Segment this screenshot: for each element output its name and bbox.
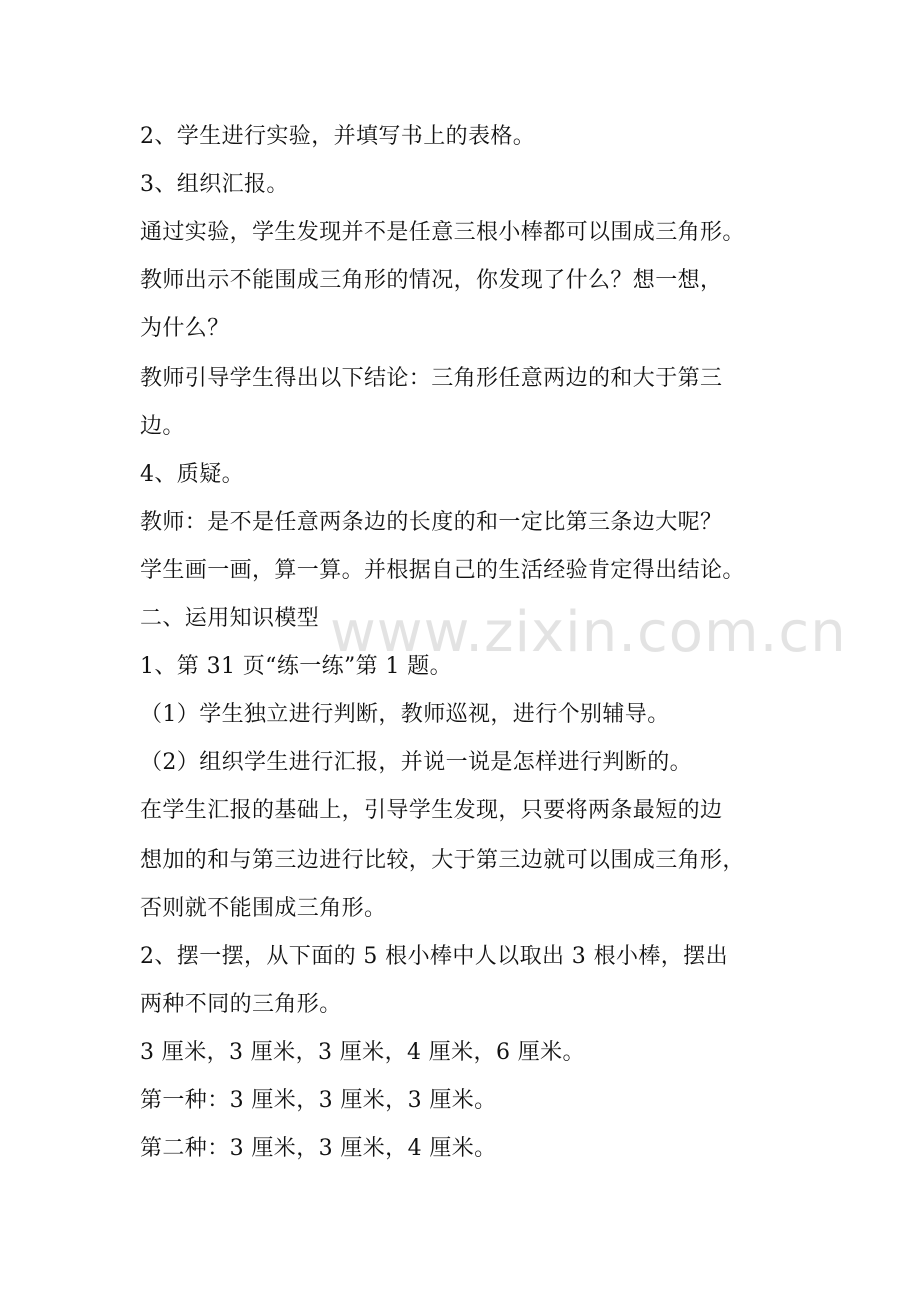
text-line: 教师引导学生得出以下结论：三角形任意两边的和大于第三 bbox=[140, 366, 723, 391]
text-line: 边。 bbox=[140, 414, 185, 439]
text-line: 想加的和与第三边进行比较，大于第三边就可以围成三角形， bbox=[140, 848, 745, 873]
text-line: （1）学生独立进行判断，教师巡视，进行个别辅导。 bbox=[140, 702, 670, 727]
text-line: 通过实验，学生发现并不是任意三根小棒都可以围成三角形。 bbox=[140, 220, 745, 245]
section-heading: 二、运用知识模型 bbox=[140, 606, 320, 631]
text-line: 第二种：3 厘米，3 厘米，4 厘米。 bbox=[140, 1136, 497, 1161]
text-line: 学生画一画，算一算。并根据自己的生活经验肯定得出结论。 bbox=[140, 558, 745, 583]
text-line: 1、第 31 页“练一练”第 1 题。 bbox=[140, 654, 453, 679]
text-line: 为什么？ bbox=[140, 316, 230, 341]
text-line: 3 厘米，3 厘米，3 厘米，4 厘米，6 厘米。 bbox=[140, 1040, 585, 1065]
text-line: 2、学生进行实验，并填写书上的表格。 bbox=[140, 124, 536, 149]
text-line: 3、组织汇报。 bbox=[140, 172, 289, 197]
text-line: （2）组织学生进行汇报，并说一说是怎样进行判断的。 bbox=[140, 750, 692, 775]
text-line: 否则就不能围成三角形。 bbox=[140, 896, 387, 921]
text-line: 教师：是不是任意两条边的长度的和一定比第三条边大呢？ bbox=[140, 510, 723, 535]
text-line: 在学生汇报的基础上，引导学生发现，只要将两条最短的边 bbox=[140, 798, 723, 823]
text-line: 两种不同的三角形。 bbox=[140, 992, 342, 1017]
watermark: www.zixin.com.cn bbox=[330, 600, 847, 665]
text-line: 教师出示不能围成三角形的情况，你发现了什么？想一想， bbox=[140, 268, 723, 293]
text-line: 4、质疑。 bbox=[140, 462, 244, 487]
text-line: 2、摆一摆，从下面的 5 根小棒中人以取出 3 根小棒，摆出 bbox=[140, 944, 728, 969]
text-line: 第一种：3 厘米，3 厘米，3 厘米。 bbox=[140, 1088, 497, 1113]
